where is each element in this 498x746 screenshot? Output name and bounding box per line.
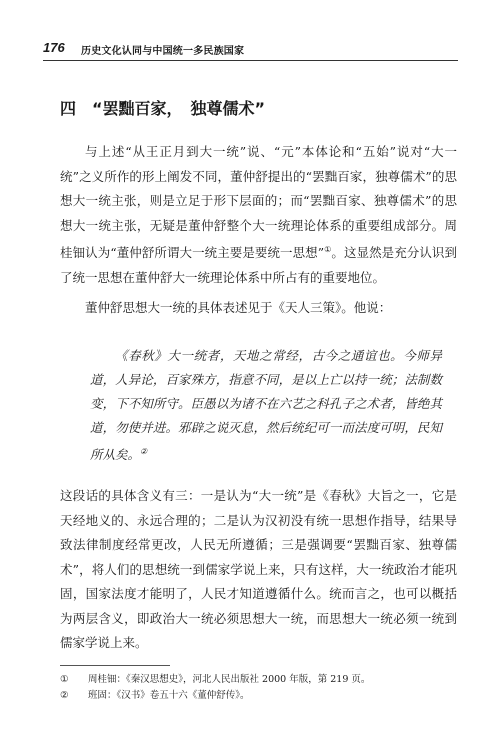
footnote-rule: [60, 665, 170, 666]
block-quote: [90, 344, 442, 467]
header-rule: [43, 60, 458, 61]
paragraph-1: [60, 140, 457, 290]
book-title: 历史文化认同与中国统一多民族国家: [81, 46, 245, 57]
footnote-ref-1: ①: [324, 245, 332, 254]
paragraph-3: 这段话的具体含义有三：一是认为“大一统”是《春秋》大旨之一，它是天经地义的、永远合理的；二是认为汉初没有统一思想作指导，结果导致法律制度经常更改，人民无所遵循；三是强调要“罢黜百家、独尊儒术”，将人们的思想统一到儒家学说上来，只有这样，大一统政治才能巩固，国家法度才能明了，人民才知道遵循什么。统而言之，也可以概括为两层含义，即政治大一统必须思想大一统，而思想大一统必须一统到儒家学说上来。: [60, 488, 457, 650]
footnote-1: [60, 672, 370, 687]
footnote-ref-2: ②: [140, 447, 148, 456]
footnote-2-mark: ②: [60, 690, 69, 701]
footnote-1-text: 周桂钿：《秦汉思想史》，河北人民出版社 2000 年版，第 219 页。: [88, 674, 371, 685]
quote-text: 《春秋》大一统者，天地之常经，古今之通谊也。今师异道，人异论，百家殊方，指意不同，是以上亡以持一统；法制数变，下不知所守。臣愚以为诸不在六艺之科孔子之术者，皆绝其道，勿使并进。邪辟之说灭息，然后统纪可一而法度可明，民知所从矣。: [90, 348, 442, 463]
footnote-2: [60, 688, 250, 703]
page-number: 176: [43, 40, 65, 55]
footnote-1-mark: ①: [60, 674, 69, 685]
section-title: 四 “罢黜百家， 独尊儒术”: [60, 99, 266, 118]
paragraph-1-tail: 。这显然是充分认识到了统一思想在董仲舒大一统理论体系中所占有的重要地位。: [60, 245, 457, 285]
paragraph-2: 董仲舒思想大一统的具体表述见于《天人三策》。他说：: [85, 300, 392, 315]
running-header: [43, 40, 463, 60]
paragraph-1-text: 与上述“从王正月到大一统”说、“元”本体论和“五始”说对“大一统”之义所作的形上阐发不同，董仲舒提出的“罢黜百家，独尊儒术”的思想大一统主张，则是立足于形下层面的；而“罢黜百家、独尊儒术”的思想大一统主张，无疑是董仲舒整个大一统理论体系的重要组成部分。周桂钿认为“董仲舒所谓大一统主要是要统一思想”: [60, 144, 457, 261]
footnote-2-text: 班固：《汉书》卷五十六《董仲舒传》。: [88, 690, 250, 701]
